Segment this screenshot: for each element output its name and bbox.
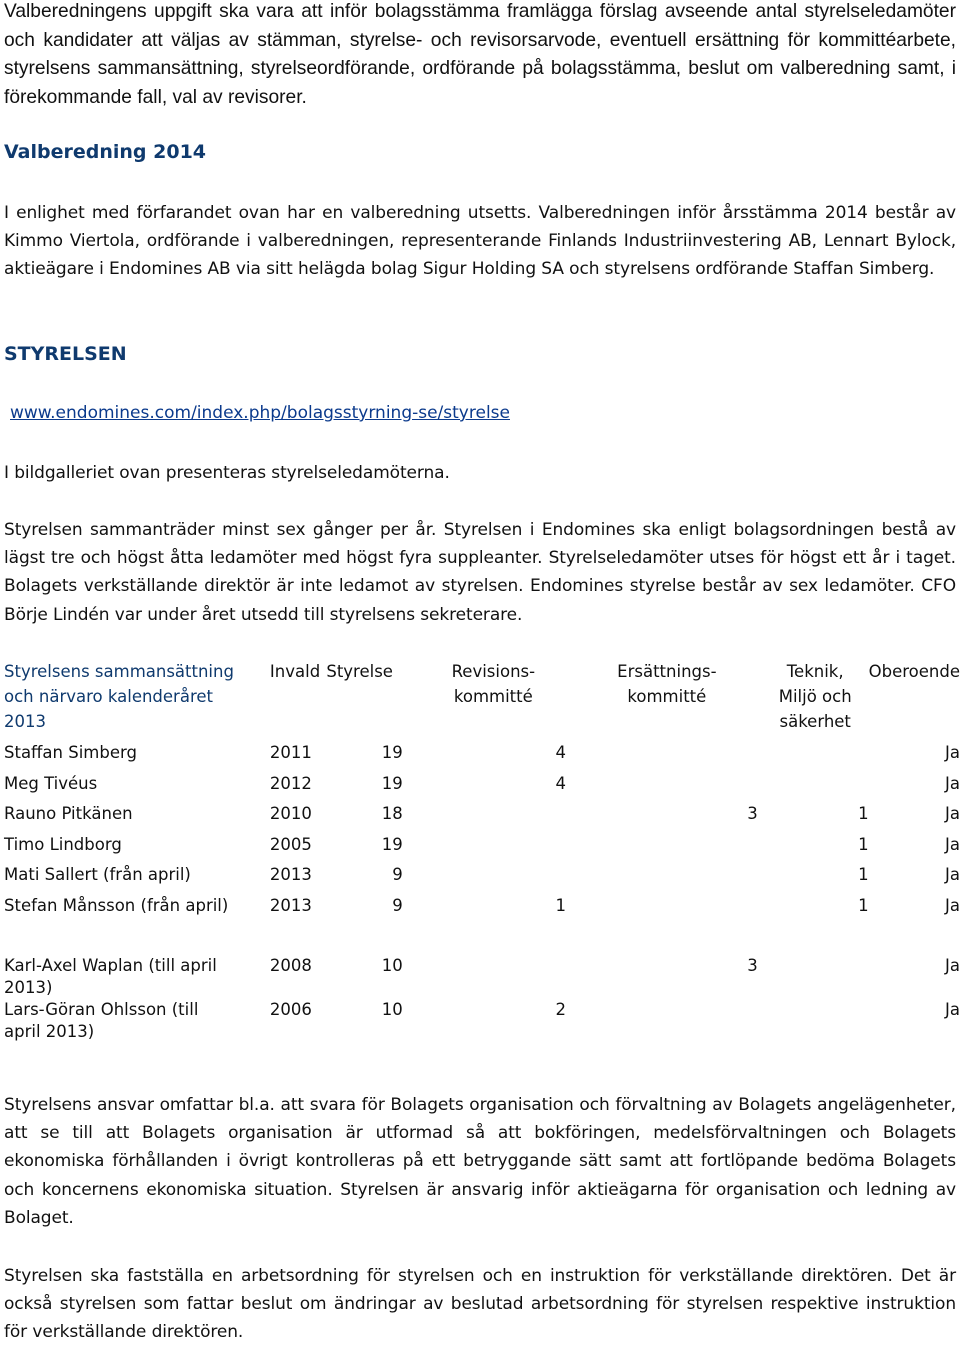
table-cell: Ja [945,743,960,762]
table-row [4,999,960,1043]
table-cell [566,895,758,926]
intro-paragraph: Valberedningens uppgift ska vara att inför bolagsstämma framlägga förslag avseende antal styrelseledamöter och kandidater att väljas av stämman, styrelse- och revisorsarvode, eventuell ersättning för kommittéarbete, styrelsens sammansättning, styrelseordförande, ordförande på bolagsstämma, beslut om valberedning samt, i förekommande fall, val av revisorer. [4,1,956,108]
table-cell: Ja [945,956,960,975]
table-cell: 19 [381,834,403,854]
oberoende-header: Oberoende [868,662,960,681]
table-cell: 19 [381,773,403,793]
table-cell: 2013 [269,865,312,884]
table-title-header: Styrelsens sammansättning och närvaro kalenderåret 2013 [4,662,234,731]
ersattningskommitte-header: Ersättnings-kommitté [617,662,717,706]
member-name-cell: Timo Lindborg [4,834,122,854]
table-cell: 10 [381,1000,403,1019]
member-name-cell: Mati Sallert (från april) [4,865,191,884]
member-name-cell: Rauno Pitkänen [4,804,133,823]
table-cell: 1 [858,865,869,884]
table-cell [566,834,758,865]
table-row [4,773,960,804]
table-cell: 4 [555,773,566,793]
table-cell: Ja [945,834,960,854]
table-cell: 2010 [269,804,312,823]
table-cell [566,999,758,1043]
arbetsordning-paragraph: Styrelsen ska fastställa en arbetsordning för styrelsen och en instruktion för verkställande direktören. Det är också styrelsen som fattar beslut om ändringar av beslutad arbetsordning för styrelsen respektive instruktion för verkställande direktören. [4,1266,956,1343]
member-name-cell: Staffan Simberg [4,743,137,762]
table-cell: 10 [381,956,403,975]
ansvar-paragraph: Styrelsens ansvar omfattar bl.a. att svara för Bolagets organisation och förvaltning av Bolagets angelägenheter, att se till att Bolagets organisation är utformad så att bokföringen, medelsförvaltningen och Bolagets ekonomiska förhållanden i övrigt kontrolleras på ett betryggande sätt samt att fortlöpande bedöma Bolagets och koncernens ekonomiska situation. Styrelsen är ansvarig inför aktieägarna för organisation och ledning av Bolaget. [4,1095,956,1228]
table-cell: 2008 [269,956,312,975]
table-cell: 19 [381,743,403,762]
table-cell: 9 [392,865,403,884]
table-cell: Ja [945,773,960,793]
member-name-cell: Meg Tivéus [4,773,98,793]
table-cell: 2005 [269,834,312,854]
table-row [4,895,960,926]
table-row [4,742,960,773]
table-cell [403,955,566,999]
table-cell: Ja [945,1000,960,1019]
table-row [4,864,960,895]
meetings-paragraph: Styrelsen sammanträder minst sex gånger per år. Styrelsen i Endomines ska enligt bolagsordningen bestå av lägst tre och högst åtta ledamöter med högst fyra suppleanter. Styrelseledamöter utses för högst ett år i taget. Bolagets verkställande direktör är inte ledamot av styrelsen. Endomines styrelse består av sex ledamöter. CFO Börje Lindén var under året utsedd till styrelsens sekreterare. [4,520,956,625]
styrelsen-link[interactable]: www.endomines.com/index.php/bolagsstyrning-se/styrelse [10,403,510,423]
table-cell: 3 [747,804,758,823]
member-name-cell: Stefan Månsson (från april) [4,895,229,915]
table-cell: Ja [945,895,960,915]
table-row [4,803,960,834]
table-cell: 2006 [269,1000,312,1019]
table-cell: 1 [555,895,566,915]
teknik-header: Teknik, Miljö och säkerhet [778,662,852,731]
gallery-paragraph: I bildgalleriet ovan presenteras styrelseledamöterna. [4,463,450,483]
table-cell: 1 [858,804,869,823]
table-cell [403,834,566,865]
table-cell [758,955,869,999]
table-cell: 9 [392,895,403,915]
table-cell [758,773,869,804]
table-cell [758,742,869,773]
table-body [4,742,960,1043]
valberedning-paragraph: I enlighet med förfarandet ovan har en valberedning utsetts. Valberedningen inför årsstämma 2014 består av Kimmo Viertola, ordförande i valberedningen, representerande Finlands Industriinvestering AB, Lennart Bylock, aktieägare i Endomines AB via sitt helägda bolag Sigur Holding SA och styrelsens ordförande Staffan Simberg. [4,203,956,280]
member-name-cell: Lars-Göran Ohlsson (till april 2013) [4,1000,199,1041]
styrelse-header: Styrelse [326,662,393,681]
board-attendance-table [4,659,960,1043]
table-cell: 2011 [269,743,312,762]
table-cell: Ja [945,865,960,884]
styrelsen-heading: STYRELSEN [4,343,127,365]
table-cell [403,803,566,834]
table-cell [758,999,869,1043]
invald-header: Invald [269,662,321,681]
table-cell: 2013 [269,895,312,915]
table-spacer [4,925,960,955]
table-cell: 1 [858,834,869,854]
table-cell: 2 [555,1000,566,1019]
table-cell: 18 [381,804,403,823]
table-header-row [4,659,960,734]
table-cell: 2012 [269,773,312,793]
table-cell: 4 [555,743,566,762]
member-name-cell: Karl-Axel Waplan (till april 2013) [4,956,217,997]
table-cell: Ja [945,804,960,823]
table-cell [566,742,758,773]
revisionskommitte-header: Revisions-kommitté [451,662,536,706]
table-row [4,834,960,865]
table-cell: 3 [747,956,758,975]
table-cell [566,864,758,895]
table-row [4,955,960,999]
table-cell [566,773,758,804]
table-cell: 1 [858,895,869,915]
table-cell [403,864,566,895]
valberedning-heading: Valberedning 2014 [4,141,207,163]
